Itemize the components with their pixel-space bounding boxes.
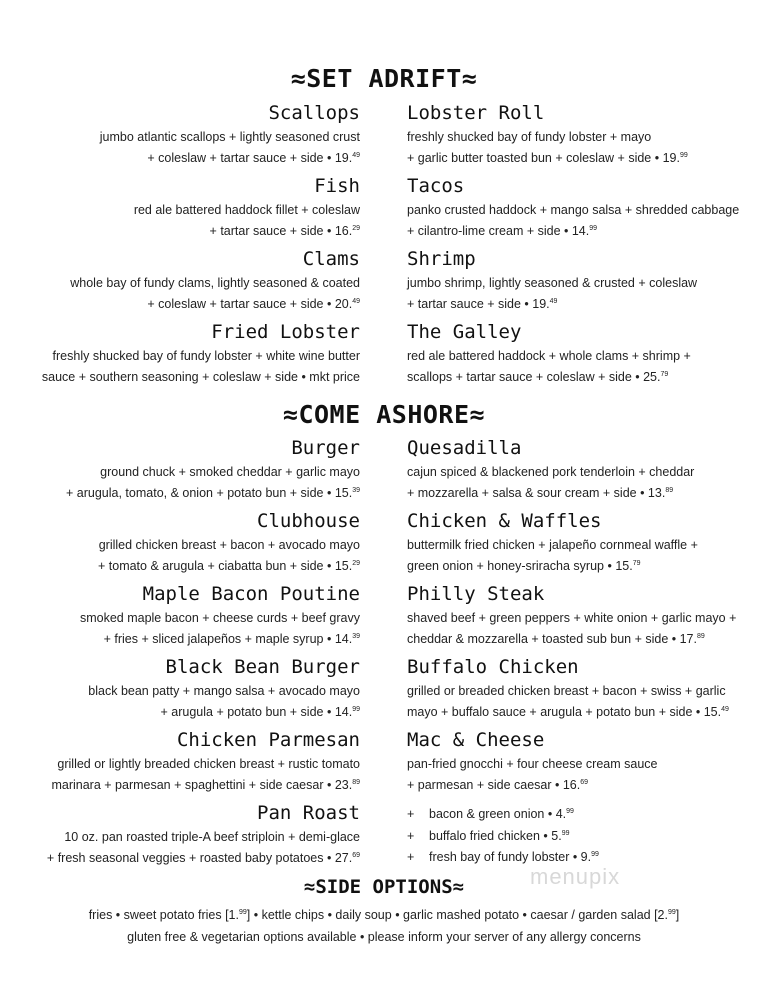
item-desc-line2: + parmesan + side caesar • 16.69 <box>407 778 589 792</box>
item-desc-line1: panko crusted haddock + mango salsa + shredded cabbage <box>407 203 740 217</box>
item-desc-line2: + garlic butter toasted bun + coleslaw + side • 19.99 <box>407 151 688 165</box>
menu-item-the-galley <box>407 321 752 388</box>
menu-item-tacos <box>407 175 752 242</box>
addon-item: + fresh bay of fundy lobster • 9.99 <box>407 850 599 864</box>
item-desc-line1: buttermilk fried chicken + jalapeño cornmeal waffle + <box>407 538 698 552</box>
item-name: Pan Roast <box>257 802 360 824</box>
item-desc-line1: grilled or breaded chicken breast + bacon + swiss + garlic <box>407 684 726 698</box>
item-desc-line2: + mozzarella + salsa & sour cream + side • 13.89 <box>407 486 674 500</box>
side-options-list: fries • sweet potato fries [1.99] • kettle chips • daily soup • garlic mashed potato • caesar / garden salad [2.99] <box>88 908 680 922</box>
item-desc-line2: cheddar & mozzarella + toasted sub bun + side • 17.89 <box>407 632 705 646</box>
item-desc-line1: red ale battered haddock + whole clams + shrimp + <box>407 349 691 363</box>
item-name: Shrimp <box>407 248 476 270</box>
item-name: Chicken & Waffles <box>407 510 602 532</box>
item-desc-line1: freshly shucked bay of fundy lobster + mayo <box>407 130 652 144</box>
menu-item-mac-cheese <box>407 729 752 796</box>
menu-item-chicken-parmesan <box>20 729 360 796</box>
item-desc-line2: sauce + southern seasoning + coleslaw + side • mkt price <box>41 370 360 384</box>
menu-item-maple-bacon-poutine <box>20 583 360 650</box>
item-name: Scallops <box>268 102 360 124</box>
item-desc-line1: whole bay of fundy clams, lightly seasoned & coated <box>70 276 360 290</box>
item-name: Tacos <box>407 175 465 197</box>
item-desc-line2: + fresh seasonal veggies + roasted baby potatoes • 27.69 <box>46 851 360 865</box>
item-name: Philly Steak <box>407 583 545 605</box>
mac-cheese-addons <box>407 804 752 869</box>
item-desc-line1: grilled chicken breast + bacon + avocado mayo <box>98 538 360 552</box>
item-desc-line2: + tartar sauce + side • 19.49 <box>407 297 558 311</box>
item-name: Black Bean Burger <box>165 656 360 678</box>
item-name: Clams <box>302 248 360 270</box>
item-name: Clubhouse <box>257 510 360 532</box>
item-desc-line1: ground chuck + smoked cheddar + garlic mayo <box>100 465 360 479</box>
item-desc-line1: freshly shucked bay of fundy lobster + white wine butter <box>52 349 360 363</box>
item-name: The Galley <box>407 321 522 343</box>
item-desc-line2: + cilantro-lime cream + side • 14.99 <box>407 224 598 238</box>
section-title-set-adrift: ≈SET ADRIFT≈ <box>290 64 478 93</box>
item-desc-line1: jumbo atlantic scallops + lightly seasoned crust <box>99 130 360 144</box>
item-desc-line2: + coleslaw + tartar sauce + side • 20.49 <box>147 297 360 311</box>
item-desc-line2: scallops + tartar sauce + coleslaw + side • 25.79 <box>407 370 669 384</box>
menu-item-clams <box>20 248 360 315</box>
menu-item-pan-roast <box>20 802 360 869</box>
addon-item: + buffalo fried chicken • 5.99 <box>407 828 570 843</box>
item-desc-line1: jumbo shrimp, lightly seasoned & crusted + coleslaw <box>407 276 698 290</box>
item-desc-line2: green onion + honey-sriracha syrup • 15.79 <box>407 559 641 573</box>
item-name: Burger <box>291 437 360 459</box>
menu-item-quesadilla <box>407 437 752 504</box>
item-desc-line1: 10 oz. pan roasted triple-A beef striploin + demi-glace <box>64 830 360 844</box>
item-name: Fish <box>314 175 360 197</box>
allergy-note: gluten free & vegetarian options available • please inform your server of any allergy concerns <box>127 930 641 944</box>
menu-item-philly-steak <box>407 583 752 650</box>
item-name: Buffalo Chicken <box>407 656 579 678</box>
item-desc-line2: + coleslaw + tartar sauce + side • 19.49 <box>147 151 360 165</box>
item-desc-line1: cajun spiced & blackened pork tenderloin + cheddar <box>407 465 695 479</box>
menu-item-fish <box>20 175 360 242</box>
item-desc-line2: + arugula + potato bun + side • 14.99 <box>160 705 360 719</box>
menu-item-clubhouse <box>20 510 360 577</box>
item-desc-line1: red ale battered haddock fillet + coleslaw <box>133 203 360 217</box>
item-desc-line2: + arugula, tomato, & onion + potato bun + side • 15.39 <box>66 486 360 500</box>
menu-item-lobster-roll <box>407 102 752 169</box>
item-name: Lobster Roll <box>407 102 545 124</box>
menu-item-shrimp <box>407 248 752 315</box>
menu-item-chicken-waffles <box>407 510 752 577</box>
item-desc-line1: pan-fried gnocchi + four cheese cream sauce <box>407 757 658 771</box>
section-title-come-ashore: ≈COME ASHORE≈ <box>282 400 486 429</box>
item-name: Fried Lobster <box>211 321 360 343</box>
item-desc-line1: grilled or lightly breaded chicken breast + rustic tomato <box>57 757 360 771</box>
menu-item-black-bean-burger <box>20 656 360 723</box>
item-desc-line1: black bean patty + mango salsa + avocado mayo <box>88 684 360 698</box>
menu-item-fried-lobster <box>20 321 360 388</box>
watermark: menupix <box>530 864 621 889</box>
item-desc-line2: + tartar sauce + side • 16.29 <box>209 224 360 238</box>
item-desc-line2: + fries + sliced jalapeños + maple syrup • 14.39 <box>103 632 360 646</box>
item-desc-line1: smoked maple bacon + cheese curds + beef gravy <box>79 611 360 625</box>
item-desc-line2: + tomato & arugula + ciabatta bun + side • 15.29 <box>98 559 360 573</box>
item-name: Maple Bacon Poutine <box>142 583 360 605</box>
item-name: Chicken Parmesan <box>176 729 360 751</box>
item-name: Quesadilla <box>407 437 522 459</box>
menu-item-buffalo-chicken <box>407 656 752 723</box>
section-title-side-options: ≈SIDE OPTIONS≈ <box>303 876 465 898</box>
menu-item-scallops <box>20 102 360 169</box>
item-desc-line1: shaved beef + green peppers + white onion + garlic mayo + <box>407 611 737 625</box>
item-name: Mac & Cheese <box>407 729 545 751</box>
item-desc-line2: mayo + buffalo sauce + arugula + potato bun + side • 15.49 <box>407 705 729 719</box>
item-desc-line2: marinara + parmesan + spaghettini + side caesar • 23.89 <box>51 778 360 792</box>
menu-item-burger <box>20 437 360 504</box>
addon-item: + bacon & green onion • 4.99 <box>407 807 574 821</box>
